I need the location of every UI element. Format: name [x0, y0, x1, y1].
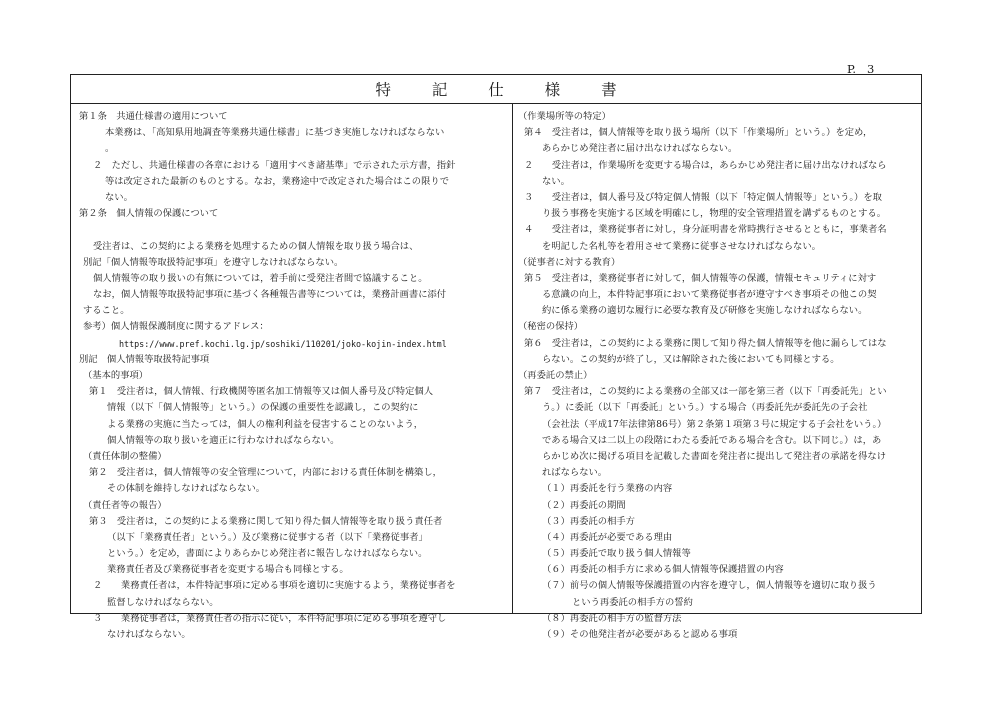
- right-column-line: ればならない。: [542, 467, 608, 479]
- right-column-line: （３）再委託の相手方: [542, 515, 635, 527]
- right-column-line: （会社法（平成17年法律第86号）第２条第１項第３号に規定する子会社をいう。）: [542, 418, 887, 430]
- right-column-line: ３ 受注者は，個人番号及び特定個人情報（以下「特定個人情報等」という。）を取: [524, 191, 882, 203]
- right-column-line: ２ 受注者は，作業場所を変更する場合は，あらかじめ発注者に届け出なければなら: [524, 159, 887, 171]
- right-column-line: あらかじめ発注者に届け出なければならない。: [542, 143, 738, 155]
- right-column-line: （７）前号の個人情報等保護措置の内容を遵守し，個人情報等を適切に取り扱う: [542, 580, 877, 592]
- left-column-line: （以下「業務責任者」という。）及び業務に従事する者（以下「業務従事者」: [107, 531, 428, 543]
- left-column-line: 。: [105, 143, 115, 155]
- left-column-line: https://www.pref.kochi.lg.jp/soshiki/110201/joko-kojin-index.html: [119, 338, 447, 349]
- right-column-line: （再委託の禁止）: [518, 370, 593, 381]
- left-column-line: 第２ 受注者は，個人情報等の安全管理について，内部における責任体制を構築し，: [89, 467, 442, 479]
- right-column-line: （２）再委託の期間: [542, 499, 626, 511]
- right-column-line: らかじめ次に掲げる項目を記載した書面を発注者に提出して発注者の承諾を得なけ: [542, 450, 886, 462]
- left-column-line: 業務責任者及び業務従事者を変更する場合も同様とする。: [107, 564, 349, 576]
- right-column-line: を明記した名札等を着用させて業務に従事させなければならない。: [542, 240, 821, 252]
- left-column-line: 情報（以下「個人情報等」という。）の保護の重要性を認識し，この契約に: [107, 402, 419, 414]
- left-column-line: [79, 222, 499, 238]
- right-column-line: る意識の向上，本件特記事項において業務従事者が遵守すべき事項その他この契: [542, 289, 877, 301]
- title-bar: [71, 75, 921, 104]
- right-column-line: 第７ 受注者は，この契約による業務の全部又は一部を第三者（以下「再委託先」とい: [524, 386, 887, 398]
- document-title: 特 記 仕 様 書: [375, 81, 635, 99]
- left-column-line: すること。: [83, 305, 130, 317]
- left-column-line: ない。: [105, 191, 133, 203]
- left-column-line: ２ ただし、共通仕様書の各章における「適用すべき諸基準」で示された示方書，指針: [93, 159, 456, 171]
- left-column-line: 本業務は、「高知県用地調査等業務共通仕様書」に基づき実施しなければならない: [105, 127, 445, 139]
- left-column-line: 参考）個人情報保護制度に関するアドレス：: [83, 321, 269, 333]
- right-column-line: （８）再委託の相手方の監督方法: [542, 612, 682, 624]
- left-column-line: ２ 業務責任者は，本件特記事項に定める事項を適切に実施するよう，業務従事者を: [93, 580, 456, 592]
- specification-frame: [70, 74, 922, 640]
- left-column-line: 第２条 個人情報の保護について: [79, 208, 219, 220]
- left-column-line: 個人情報等の取り扱いを適正に行わなければならない。: [107, 434, 340, 446]
- right-column-line: ４ 受注者は，業務従事者に対し，身分証明書を常時携行させるとともに，事業者名: [524, 224, 887, 236]
- left-column-line: 別記「個人情報等取扱特記事項」を遵守しなければならない。: [83, 256, 344, 268]
- right-column-line: ない。: [542, 175, 570, 187]
- right-column-line: （９）その他発注者が必要があると認める事項: [542, 629, 738, 640]
- left-column-line: 第１条 共通仕様書の適用について: [79, 111, 228, 122]
- left-column-line: その体制を維持しなければならない。: [107, 483, 266, 495]
- page-number: P. 3: [847, 62, 875, 76]
- right-column-line: 約に係る業務の適切な履行に必要な教育及び研修を実施しなければならない。: [542, 305, 868, 317]
- left-column-line: 第１ 受注者は，個人情報、行政機関等匿名加工情報等又は個人番号及び特定個人: [89, 386, 433, 398]
- left-column-line: （責任者等の報告）: [83, 499, 167, 511]
- right-column-line: （４）再委託が必要である理由: [542, 531, 673, 543]
- right-column-line: という再委託の相手方の誓約: [572, 596, 693, 608]
- left-column: [79, 109, 499, 643]
- right-column-line: らない。この契約が終了し，又は解除された後においても同様とする。: [542, 353, 840, 365]
- right-column-line: （５）再委託で取り扱う個人情報等: [542, 548, 691, 560]
- left-column-line: （基本的事項）: [83, 370, 149, 381]
- left-column-line: なお，個人情報等取扱特記事項に基づく各種報告書等については，業務計画書に添付: [93, 289, 447, 301]
- right-column-line: （１）再委託を行う業務の内容: [542, 483, 673, 495]
- right-column: [518, 109, 918, 643]
- right-column-line: （従事者に対する教育）: [518, 256, 621, 268]
- left-column-line: という。）を定め，書面によりあらかじめ発注者に報告しなければならない。: [107, 548, 428, 560]
- right-column-line: （秘密の保持）: [518, 321, 584, 333]
- left-column-line: 個人情報等の取り扱いの有無については，着手前に受発注者間で協議すること。: [93, 272, 428, 284]
- right-column-line: り扱う事務を実施する区域を明確にし，物理的安全管理措置を講ずるものとする。: [542, 208, 886, 220]
- left-column-line: ３ 業務従事者は，業務責任者の指示に従い，本件特記事項に定める事項を遵守し: [93, 612, 447, 624]
- right-column-line: （６）再委託の相手方に求める個人情報等保護措置の内容: [542, 564, 784, 576]
- left-column-line: 等は改定された最新のものとする。なお，業務途中で改定された場合はこの限りで: [105, 175, 449, 187]
- right-column-line: 第４ 受注者は，個人情報等を取り扱う場所（以下「作業場所」という。）を定め，: [524, 127, 873, 139]
- left-column-line: なければならない。: [107, 629, 191, 640]
- right-column-line: 第５ 受注者は，業務従事者に対して，個人情報等の保護，情報セキュリティに対す: [524, 272, 877, 284]
- left-column-line: 受注者は、この契約による業務を処理するための個人情報を取り扱う場合は、: [93, 240, 419, 252]
- left-column-line: 監督しなければならない。: [107, 596, 219, 608]
- left-column-line: （責任体制の整備）: [83, 450, 167, 462]
- right-column-line: 第６ 受注者は，この契約による業務に関して知り得た個人情報等を他に漏らしてはな: [524, 337, 887, 349]
- right-column-line: （作業場所等の特定）: [518, 111, 611, 122]
- left-column-line: よる業務の実施に当たっては，個人の権利利益を侵害することのないよう，: [107, 418, 424, 430]
- column-divider: [512, 103, 513, 613]
- right-column-line: う。）に委託（以下「再委託」という。）する場合（再委託先が委託先の子会社: [542, 402, 868, 414]
- right-column-line: である場合又は二以上の段階にわたる委託である場合を含む。以下同じ。）は，あ: [542, 434, 882, 446]
- left-column-line: 別記 個人情報等取扱特記事項: [79, 353, 210, 365]
- left-column-line: 第３ 受注者は，この契約による業務に関して知り得た個人情報等を取り扱う責任者: [89, 515, 443, 527]
